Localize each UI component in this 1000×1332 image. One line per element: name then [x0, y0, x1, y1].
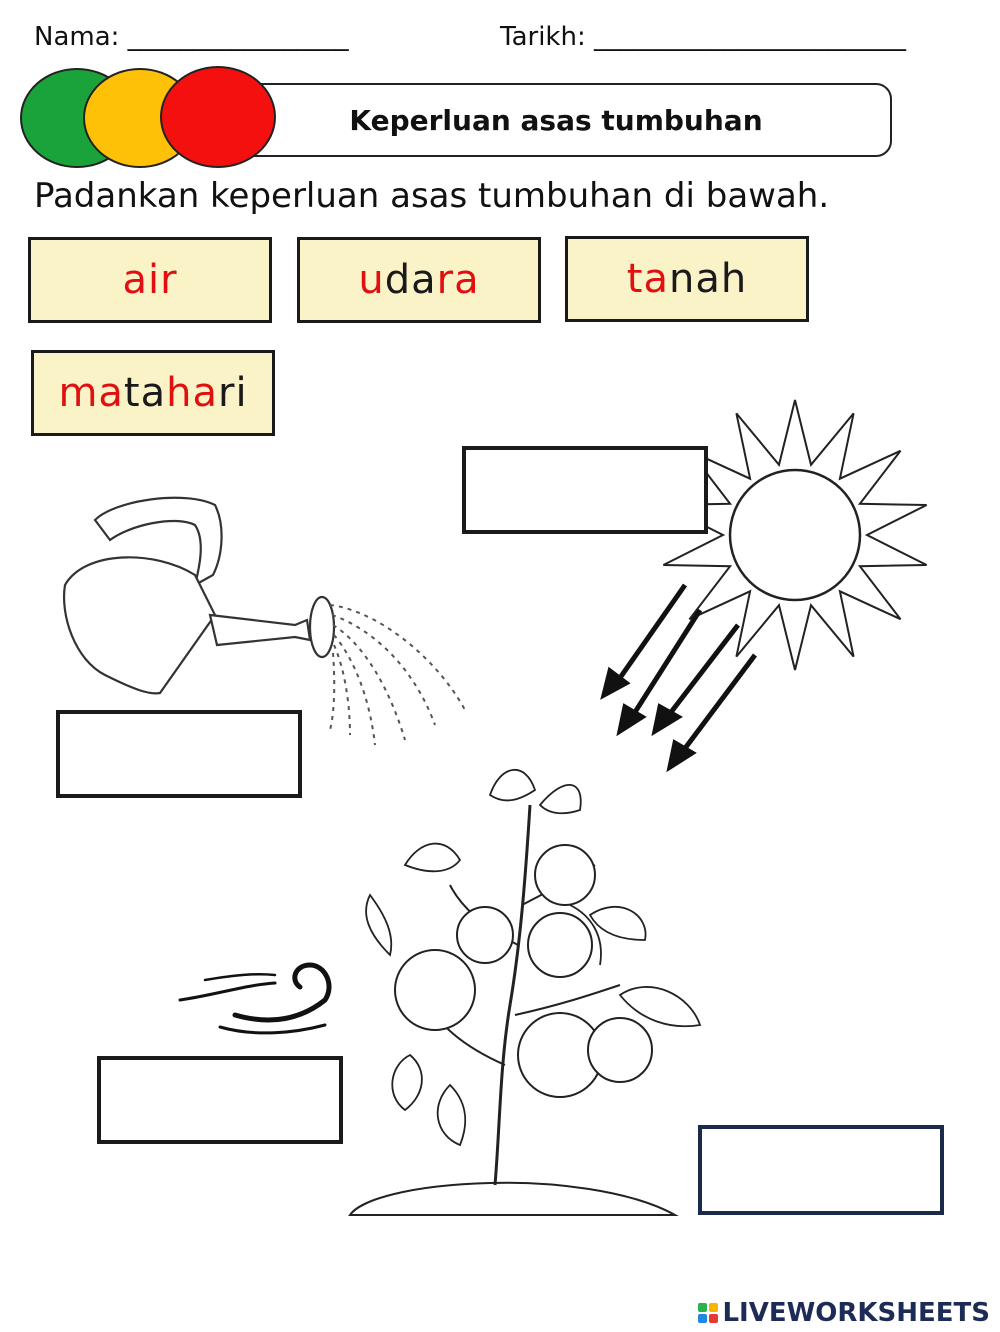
tomato-plant-illustration	[350, 765, 710, 1220]
date-label: Tarikh:	[500, 22, 586, 52]
title-banner	[180, 83, 892, 157]
answer-box-sun[interactable]	[462, 446, 708, 534]
word-card-air[interactable]	[28, 237, 272, 323]
liveworksheets-logo	[698, 1298, 990, 1328]
word-segment: ri	[218, 370, 248, 416]
word-segment: ha	[166, 370, 218, 416]
name-blank: _________________	[127, 22, 349, 52]
word-segment: ma	[58, 370, 124, 416]
word-segment: u	[358, 257, 385, 303]
liveworksheets-icon	[698, 1303, 718, 1323]
answer-box-soil[interactable]	[698, 1125, 944, 1215]
word-card-matahari[interactable]	[31, 350, 275, 436]
answer-box-wind[interactable]	[97, 1056, 343, 1144]
word-segment: ta	[626, 256, 669, 302]
word-segment: nah	[668, 256, 748, 302]
instruction-text: Padankan keperluan asas tumbuhan di bawah.	[34, 176, 830, 216]
name-label: Nama:	[34, 22, 120, 52]
word-segment: da	[384, 257, 437, 303]
footer-brand: LIVEWORKSHEETS	[722, 1298, 990, 1328]
date-field	[500, 22, 906, 52]
answer-box-watering-can[interactable]	[56, 710, 302, 798]
date-blank: ________________________	[593, 22, 906, 52]
word-segment: ra	[436, 257, 480, 303]
name-field	[34, 22, 349, 52]
page-title: Keperluan asas tumbuhan	[349, 103, 763, 137]
word-segment: air	[122, 257, 178, 303]
word-card-tanah[interactable]	[565, 236, 809, 322]
red-circle	[160, 66, 276, 168]
word-segment: ta	[123, 370, 167, 416]
wind-icon	[175, 955, 335, 1045]
word-card-udara[interactable]	[297, 237, 541, 323]
